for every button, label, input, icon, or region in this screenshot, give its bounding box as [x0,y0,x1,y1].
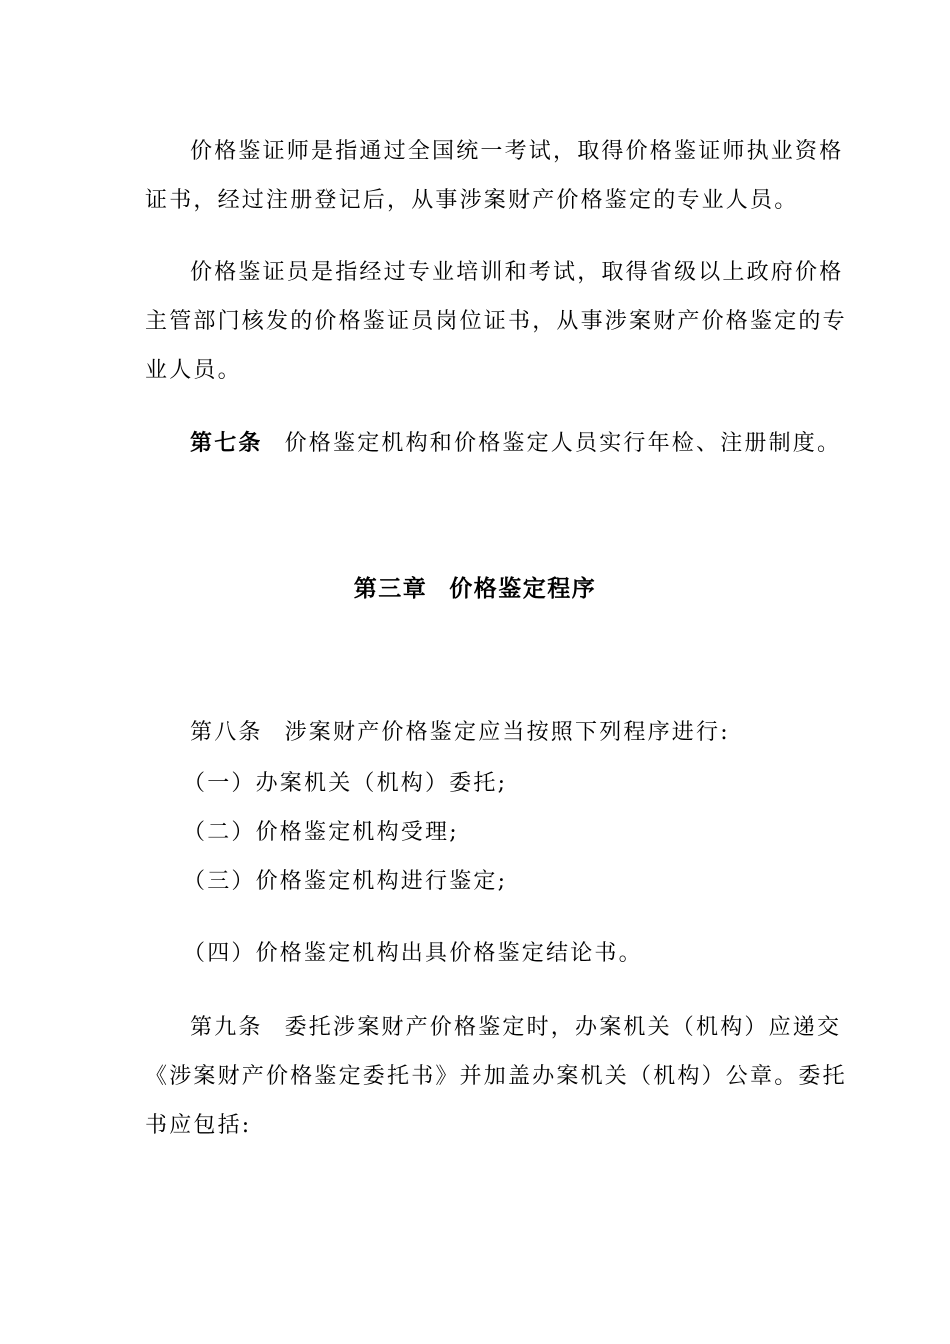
chapter-label: 第三章 [353,576,428,602]
article-8 [190,719,730,747]
paragraph-line: 主管部门核发的价格鉴证员岗位证书，从事涉案财产价格鉴定的专 [145,309,847,334]
article-8-text: 涉案财产价格鉴定应当按照下列程序进行: [284,720,730,745]
paragraph-line: 证书，经过注册登记后，从事涉案财产价格鉴定的专业人员。 [145,188,799,213]
list-item: （二）价格鉴定机构受理; [183,820,459,845]
article-9 [190,1014,841,1042]
paragraph-line: 价格鉴证师是指通过全国统一考试，取得价格鉴证师执业资格 [190,139,844,164]
article-7-label: 第七条 [190,431,263,456]
list-item: （一）办案机关（机构）委托; [183,771,508,796]
article-9-label: 第九条 [190,1015,263,1040]
paragraph-line: 价格鉴证员是指经过专业培训和考试，取得省级以上政府价格 [190,260,844,285]
chapter-title: 价格鉴定程序 [449,576,597,602]
paragraph-line: 业人员。 [145,358,242,383]
article-8-label: 第八条 [190,720,263,745]
list-item: （四）价格鉴定机构出具价格鉴定结论书。 [183,941,643,966]
article-7-text: 价格鉴定机构和价格鉴定人员实行年检、注册制度。 [284,431,842,456]
paragraph-line: 书应包括: [145,1113,252,1138]
article-9-text: 委托涉案财产价格鉴定时，办案机关（机构）应递交 [284,1015,842,1040]
article-7 [190,430,841,458]
chapter-heading [0,574,950,604]
list-item: （三）价格鉴定机构进行鉴定; [183,869,508,894]
paragraph-line: 《涉案财产价格鉴定委托书》并加盖办案机关（机构）公章。委托 [145,1064,847,1089]
